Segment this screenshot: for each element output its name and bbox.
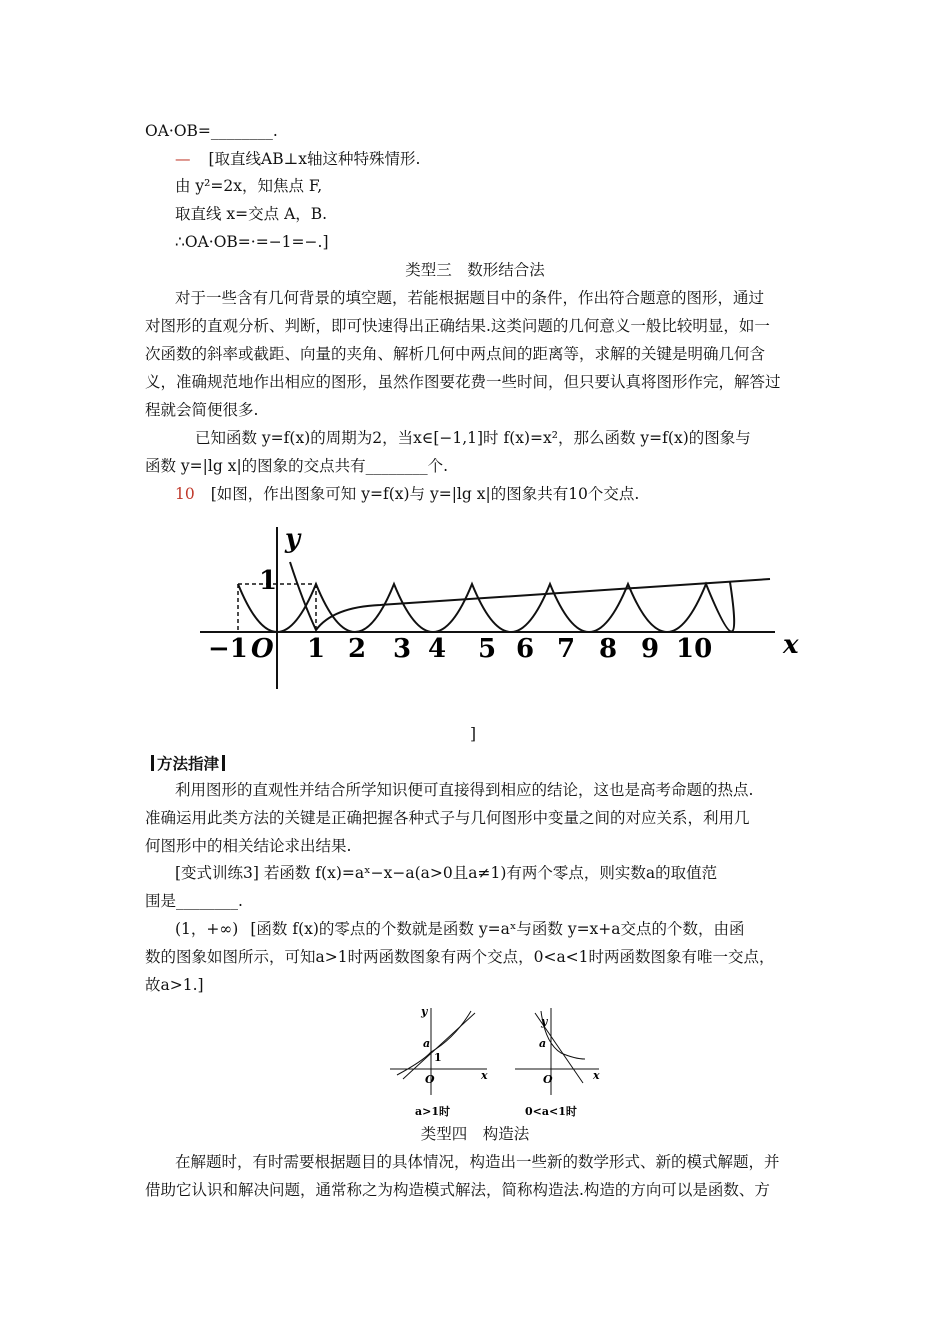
answer-mark: (1，+∞) <box>175 920 239 938</box>
a-label: a <box>423 1037 431 1050</box>
tick-label: 3 <box>393 634 412 664</box>
text-line: 准确运用此类方法的关键是正确把握各种式子与几何图形中变量之间的对应关系，利用几 <box>145 809 750 827</box>
text-line: 何图形中的相关结论求出结果. <box>145 837 352 855</box>
text-line: ] <box>470 725 477 743</box>
y-axis-label: y <box>285 524 301 554</box>
exponential-graphs-figure <box>385 1003 605 1123</box>
answer-line <box>145 484 639 504</box>
a-label: a <box>539 1037 547 1050</box>
section-heading: 类型四 构造法 <box>420 1125 530 1143</box>
text-line: [变式训练3] 若函数 f(x)=aˣ−x−a(a>0且a≠1)有两个零点，则实数a的取值范 <box>175 864 718 882</box>
tick-labels <box>208 634 712 664</box>
text-line: OA·OB=________. <box>145 122 278 140</box>
tick-label: 4 <box>428 634 447 664</box>
tick-label: −1 <box>208 634 248 664</box>
text-line: 对图形的直观分析、判断，即可快速得出正确结果.这类问题的几何意义一般比较明显，如一 <box>145 317 770 335</box>
tick-label: 8 <box>599 634 618 664</box>
method-heading: 方法指津 <box>148 754 228 774</box>
text-line: 次函数的斜率或截距、向量的夹角、解析几何中两点间的距离等，求解的关键是明确几何含 <box>145 345 766 363</box>
answer-mark: 10 <box>175 485 195 503</box>
tick-label: 7 <box>557 634 576 664</box>
y-axis-label: y <box>541 1015 548 1028</box>
text-line: [函数 f(x)的零点的个数就是函数 y=aˣ与函数 y=x+a交点的个数，由函 <box>250 920 745 938</box>
figure-caption: 0<a<1时 <box>525 1105 577 1118</box>
x-axis-label: x <box>481 1069 488 1082</box>
tick-label: 2 <box>348 634 367 664</box>
origin-label: O <box>543 1073 553 1086</box>
tick-label: 5 <box>478 634 497 664</box>
graph-a-less-1 <box>515 1008 599 1095</box>
one-label: 1 <box>434 1051 442 1064</box>
text-line: 义，准确规范地作出相应的图形，虽然作图要花费一些时间，但只要认真将图形作完，解答过 <box>145 373 781 391</box>
text-line: 数的图象如图所示，可知a>1时两函数图象有两个交点，0<a<1时两函数图象有唯一交点， <box>145 948 775 966</box>
text-line: 故a>1.] <box>145 976 204 994</box>
section-heading: 类型三 数形结合法 <box>405 261 545 279</box>
tick-label: O <box>251 634 274 664</box>
text-line: 围是________. <box>145 892 243 910</box>
x-axis-label: x <box>783 630 799 660</box>
y-axis-label: y <box>421 1005 428 1018</box>
one-label: 1 <box>259 566 278 596</box>
text-line: 程就会简便很多. <box>145 401 259 419</box>
text-line: 对于一些含有几何背景的填空题，若能根据题目中的条件，作出符合题意的图形，通过 <box>175 289 765 307</box>
figure-caption: a>1时 <box>415 1105 450 1118</box>
x-axis-label: x <box>593 1069 600 1082</box>
text-line: ∴OA·OB=·=−1=−.] <box>175 233 329 251</box>
tick-label: 6 <box>516 634 535 664</box>
answer-line <box>175 919 745 939</box>
periodic-graph-figure <box>195 517 815 697</box>
text-line: 在解题时，有时需要根据题目的具体情况，构造出一些新的数学形式、新的模式解题，并 <box>175 1153 780 1171</box>
text-line: [取直线AB⊥x轴这种特殊情形. <box>208 150 421 168</box>
text-line: 取直线 x=交点 A，B. <box>175 205 328 223</box>
origin-label: O <box>425 1073 435 1086</box>
text-line: 利用图形的直观性并结合所学知识便可直接得到相应的结论，这也是高考命题的热点. <box>175 781 754 799</box>
text-line: 已知函数 y=f(x)的周期为2，当x∈[−1,1]时 f(x)=x²，那么函数 y=f(x)的图象与 <box>195 429 751 447</box>
text-line: 函数 y=|lg x|的图象的交点共有________个. <box>145 457 449 475</box>
answer-mark: — <box>175 150 191 168</box>
text-line: 由 y²=2x，知焦点 F, <box>175 177 323 195</box>
text-line: 借助它认识和解决问题，通常称之为构造模式解法，简称构造法.构造的方向可以是函数、方 <box>145 1181 770 1199</box>
tick-label: 10 <box>676 634 713 664</box>
tick-label: 1 <box>307 634 326 664</box>
tick-label: 9 <box>641 634 660 664</box>
text-line: [如图，作出图象可知 y=f(x)与 y=|lg x|的图象共有10个交点. <box>210 485 640 503</box>
answer-line <box>145 149 420 169</box>
